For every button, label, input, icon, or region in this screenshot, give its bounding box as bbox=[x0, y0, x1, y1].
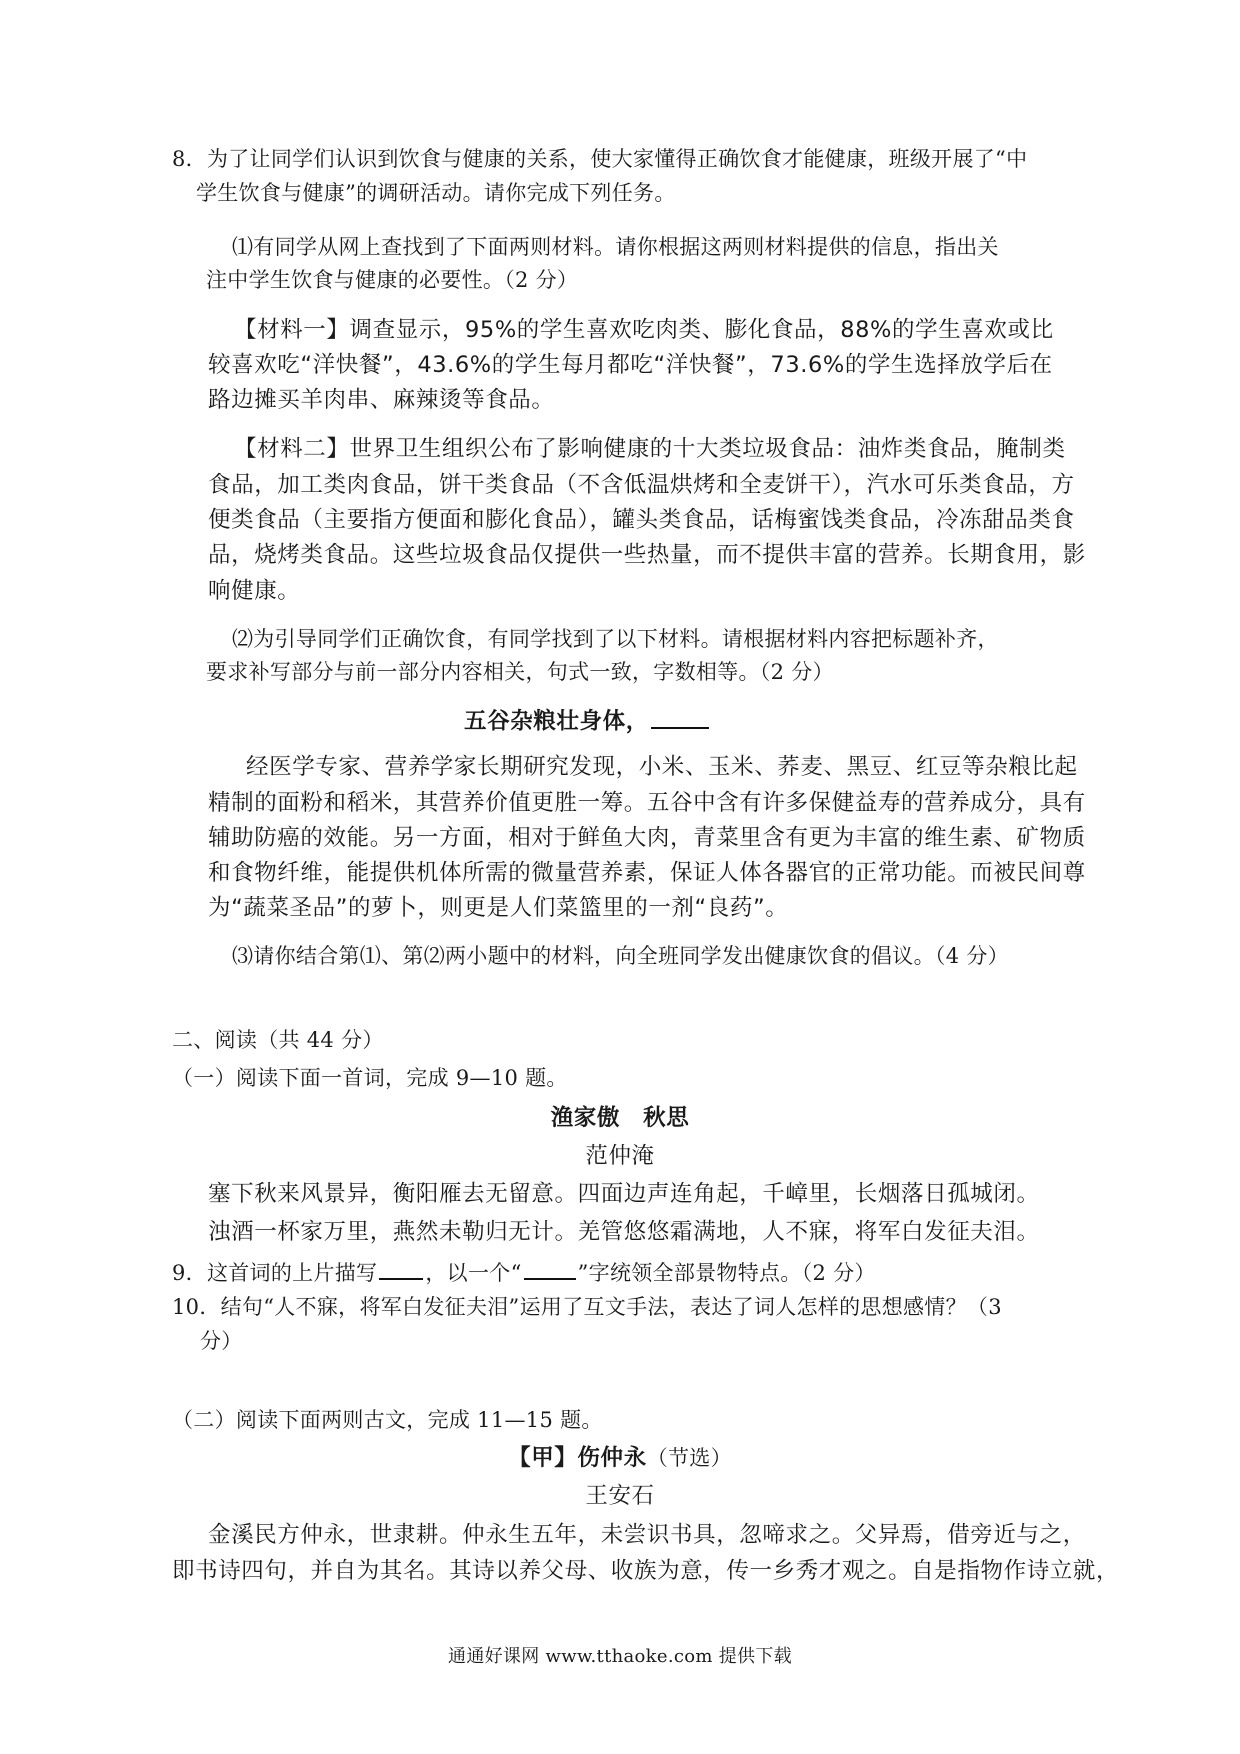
material-three-line1: 经医学专家、营养学家长期研究发现，小米、玉米、荞麦、黑豆、红豆等杂粮比起 bbox=[246, 754, 1078, 780]
title-answer-blank[interactable] bbox=[651, 703, 709, 729]
material-two-line1: 【材料二】世界卫生组织公布了影响健康的十大类垃圾食品：油炸类食品，腌制类 bbox=[234, 436, 1066, 462]
prose-author: 王安石 bbox=[585, 1483, 655, 1509]
material-one-line1: 【材料一】调查显示，95%的学生喜欢吃肉类、膨化食品，88%的学生喜欢或比 bbox=[234, 317, 1054, 343]
q9-part-c: ”字统领全部景物特点。（2 分） bbox=[577, 1261, 876, 1286]
poem-title: 渔家傲 秋思 bbox=[550, 1105, 690, 1131]
part-one-intro: （一）阅读下面一首词，完成 9—10 题。 bbox=[172, 1066, 568, 1090]
material-one-line3: 路边摊买羊肉串、麻辣烫等食品。 bbox=[208, 387, 555, 413]
q8-part2-line1: ⑵为引导同学们正确饮食，有同学找到了以下材料。请根据材料内容把标题补齐， bbox=[232, 627, 999, 651]
material-two-line3: 便类食品（主要指方便面和膨化食品），罐头类食品，话梅蜜饯类食品，冷冻甜品类食 bbox=[208, 507, 1075, 533]
q9-blank-1[interactable] bbox=[379, 1256, 423, 1280]
q9-part-b: ，以一个“ bbox=[425, 1261, 522, 1286]
material-two-line4: 品，烧烤类食品。这些垃圾食品仅提供一些热量，而不提供丰富的营养。长期食用，影 bbox=[208, 542, 1086, 568]
section-two-heading: 二、阅读（共 44 分） bbox=[172, 1028, 384, 1052]
material-three-line4: 和食物纤维，能提供机体所需的微量营养素，保证人体各器官的正常功能。而被民间尊 bbox=[208, 860, 1086, 886]
q8-part1-line2: 注中学生饮食与健康的必要性。（2 分） bbox=[206, 268, 579, 292]
q8-part1-line1: ⑴有同学从网上查找到了下面两则材料。请你根据这两则材料提供的信息，指出关 bbox=[232, 235, 999, 259]
material-two-line2: 食品，加工类肉食品，饼干类食品（不含低温烘烤和全麦饼干），汽水可乐类食品，方 bbox=[208, 472, 1075, 498]
q8-part2-line2: 要求补写部分与前一部分内容相关，句式一致，字数相等。（2 分） bbox=[206, 660, 834, 684]
prose-title bbox=[0, 1443, 1240, 1473]
q9-part-a: 9．这首词的上片描写 bbox=[172, 1261, 378, 1286]
material-one-line2: 较喜欢吃“洋快餐”，43.6%的学生每月都吃“洋快餐”，73.6%的学生选择放学后在 bbox=[208, 352, 1053, 378]
prose-line2: 即书诗四句，并自为其名。其诗以养父母、收族为意，传一乡秀才观之。自是指物作诗立就， bbox=[172, 1558, 1120, 1584]
q8-stem-line1: 8．为了让同学们认识到饮食与健康的关系，使大家懂得正确饮食才能健康，班级开展了“中 bbox=[172, 147, 1028, 171]
q9-blank-2[interactable] bbox=[524, 1256, 576, 1280]
material-three-line5: 为“蔬菜圣品”的萝卜，则更是人们菜篮里的一剂“良药”。 bbox=[208, 895, 789, 921]
prose-line1: 金溪民方仲永，世隶耕。仲永生五年，未尝识书具，忽啼求之。父异焉，借旁近与之， bbox=[208, 1522, 1086, 1548]
q10-line1: 10．结句“人不寐，将军白发征夫泪”运用了互文手法，表达了词人怎样的思想感情？（3 bbox=[172, 1295, 1002, 1319]
prose-title-main: 【甲】伤仲永 bbox=[508, 1445, 647, 1471]
poem-line2: 浊酒一杯家万里，燕然未勒归无计。羌管悠悠霜满地，人不寐，将军白发征夫泪。 bbox=[208, 1219, 1040, 1245]
page-footer: 通通好课网 www.tthaoke.com 提供下载 bbox=[448, 1646, 792, 1667]
poem-author: 范仲淹 bbox=[585, 1143, 655, 1169]
material-three-line3: 辅助防癌的效能。另一方面，相对于鲜鱼大肉，青菜里含有更为丰富的维生素、矿物质 bbox=[208, 825, 1086, 851]
q8-part3: ⑶请你结合第⑴、第⑵两小题中的材料，向全班同学发出健康饮食的倡议。（4 分） bbox=[232, 944, 1009, 968]
prose-title-note: （节选） bbox=[646, 1446, 732, 1470]
poem-line1: 塞下秋来风景异，衡阳雁去无留意。四面边声连角起，千嶂里，长烟落日孤城闭。 bbox=[208, 1181, 1040, 1207]
q8-stem-line2: 学生饮食与健康”的调研活动。请你完成下列任务。 bbox=[196, 181, 676, 205]
title-text: 五谷杂粮壮身体， bbox=[464, 708, 649, 735]
material-three-line2: 精制的面粉和稻米，其营养价值更胜一筹。五谷中含有许多保健益寿的营养成分，具有 bbox=[208, 790, 1086, 816]
part-two-intro: （二）阅读下面两则古文，完成 11—15 题。 bbox=[172, 1408, 603, 1432]
material-three-title bbox=[464, 703, 711, 737]
q10-line2: 分） bbox=[200, 1329, 243, 1353]
material-two-line5: 响健康。 bbox=[208, 578, 301, 604]
q9 bbox=[172, 1256, 876, 1288]
